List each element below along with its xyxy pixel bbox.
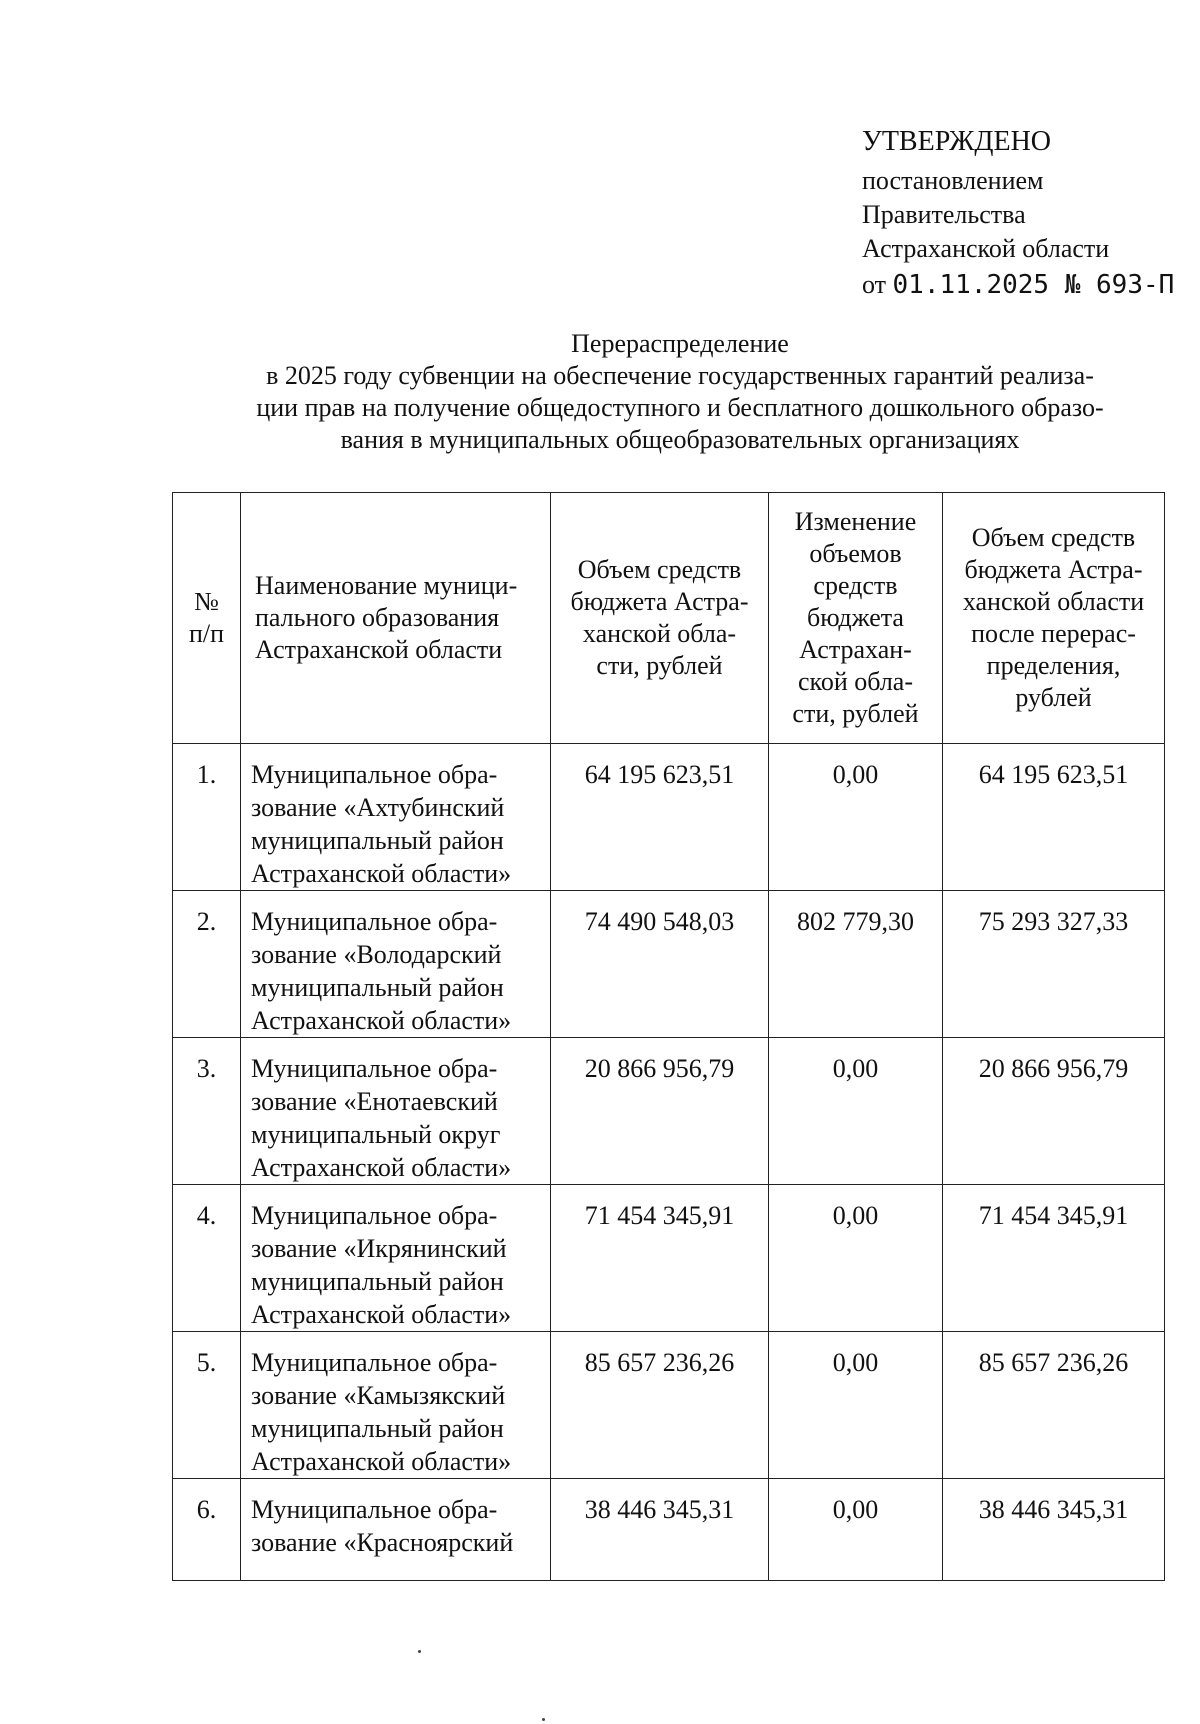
header-text: Астраханской области [255,635,503,664]
header-after [943,493,1165,744]
document-title [200,328,1160,456]
header-text: рублей [1015,683,1092,712]
approval-line: Правительства [862,200,1026,229]
table-header-row [173,493,1165,744]
header-text: бюджета Астра- [570,587,749,616]
approval-line: постановлением [862,166,1044,195]
name-line: Астраханской области» [251,1153,512,1182]
cell-name [241,1332,551,1479]
header-text: сти, рублей [792,699,919,728]
cell-volume: 20 866 956,79 [551,1038,769,1185]
approval-line: Астраханской области [862,234,1110,263]
header-volume [551,493,769,744]
approval-stamp [862,122,1182,302]
title-line: вания в муниципальных общеобразовательных организациях [340,425,1020,454]
header-text: пределения, [986,651,1121,680]
approval-date-prefix: от [862,270,887,299]
header-text: пального образования [255,603,500,632]
table-row [173,1479,1165,1581]
header-text: Объем средств [577,555,742,584]
cell-after: 20 866 956,79 [943,1038,1165,1185]
header-text: Наименование муници- [255,571,518,600]
header-change [769,493,943,744]
table-row [173,891,1165,1038]
name-line: муниципальный район [251,826,504,855]
cell-change: 0,00 [769,1185,943,1332]
header-text: Объем средств [971,523,1136,552]
approval-title: УТВЕРЖДЕНО [862,126,1052,157]
header-text: объемов [809,539,902,568]
header-text: сти, рублей [596,651,723,680]
title-line: в 2025 году субвенции на обеспечение государственных гарантий реализа- [266,361,1094,390]
header-text: средств [813,571,898,600]
name-line: Муниципальное обра- [251,1348,498,1377]
cell-name [241,1185,551,1332]
name-line: зование «Красноярский [251,1528,514,1557]
name-line: зование «Ахтубинский [251,793,505,822]
cell-after: 64 195 623,51 [943,744,1165,891]
name-line: Муниципальное обра- [251,907,498,936]
name-line: муниципальный район [251,973,504,1002]
approval-date: 01.11.2025 № 693-П [892,270,1175,300]
cell-change: 0,00 [769,1038,943,1185]
cell-change: 0,00 [769,1479,943,1581]
header-text: № [194,587,219,616]
name-line: зование «Икрянинский [251,1234,507,1263]
header-text: Изменение [794,507,917,536]
cell-num: 1. [173,744,241,891]
table-row [173,1038,1165,1185]
header-text: бюджета Астра- [964,555,1143,584]
name-line: зование «Камызякский [251,1381,506,1410]
cell-volume: 71 454 345,91 [551,1185,769,1332]
cell-after: 38 446 345,31 [943,1479,1165,1581]
header-text: после перерас- [971,619,1136,648]
cell-num: 3. [173,1038,241,1185]
cell-volume: 64 195 623,51 [551,744,769,891]
header-text: ханской обла- [582,619,737,648]
header-name [241,493,551,744]
cell-change: 0,00 [769,1332,943,1479]
cell-volume: 38 446 345,31 [551,1479,769,1581]
header-text: п/п [188,619,225,648]
name-line: Астраханской области» [251,1300,512,1329]
name-line: муниципальный округ [251,1120,501,1149]
table-row [173,1185,1165,1332]
title-line: ции прав на получение общедоступного и бесплатного дошкольного образо- [256,393,1104,422]
name-line: Астраханской области» [251,859,512,888]
cell-name [241,744,551,891]
name-line: Астраханской области» [251,1006,512,1035]
name-line: Муниципальное обра- [251,1495,498,1524]
cell-change: 0,00 [769,744,943,891]
approval-date-row [862,268,1182,302]
cell-after: 75 293 327,33 [943,891,1165,1038]
cell-name [241,1479,551,1581]
header-text: Астрахан- [799,635,912,664]
header-text: ской обла- [797,667,914,696]
cell-volume: 74 490 548,03 [551,891,769,1038]
cell-name [241,891,551,1038]
name-line: Астраханской области» [251,1447,512,1476]
cell-num: 6. [173,1479,241,1581]
cell-volume: 85 657 236,26 [551,1332,769,1479]
name-line: Муниципальное обра- [251,760,498,789]
header-text: ханской области [962,587,1145,616]
name-line: муниципальный район [251,1414,504,1443]
name-line: зование «Енотаевский [251,1087,498,1116]
scan-speck [418,1650,421,1653]
table-row [173,744,1165,891]
table-row [173,1332,1165,1479]
cell-name [241,1038,551,1185]
name-line: зование «Володарский [251,940,502,969]
header-text: бюджета [807,603,904,632]
header-num [173,493,241,744]
cell-num: 2. [173,891,241,1038]
title-line: Перераспределение [571,329,789,358]
cell-change: 802 779,30 [769,891,943,1038]
cell-num: 4. [173,1185,241,1332]
name-line: муниципальный район [251,1267,504,1296]
cell-after: 71 454 345,91 [943,1185,1165,1332]
cell-after: 85 657 236,26 [943,1332,1165,1479]
cell-num: 5. [173,1332,241,1479]
name-line: Муниципальное обра- [251,1201,498,1230]
scan-speck [542,1718,545,1721]
name-line: Муниципальное обра- [251,1054,498,1083]
redistribution-table [172,492,1165,1581]
